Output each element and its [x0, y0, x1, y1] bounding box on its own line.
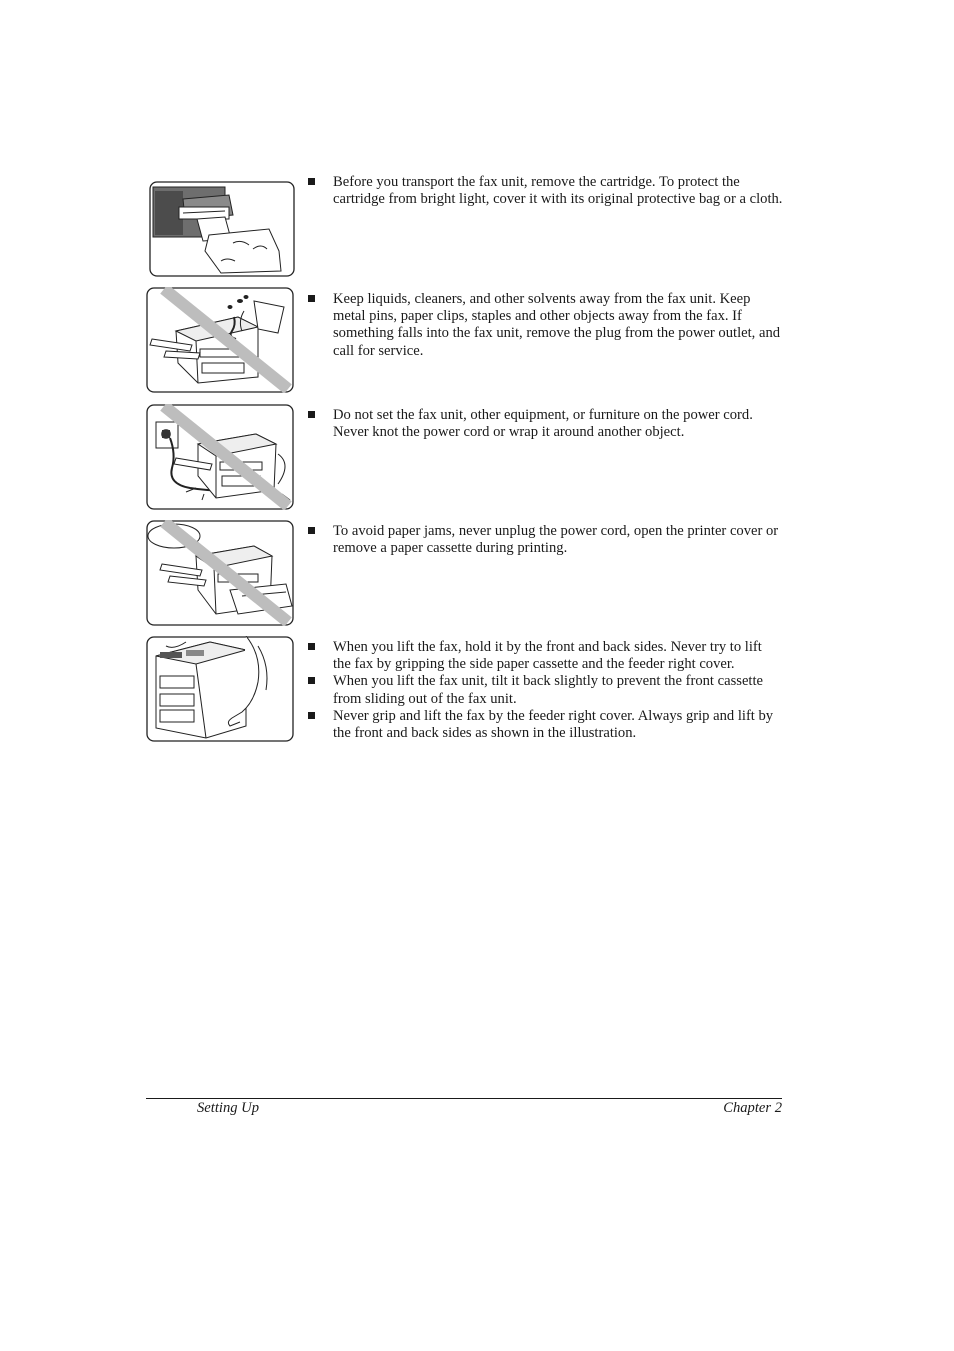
footer-chapter-label: Chapter 2 [723, 1100, 782, 1116]
bullet-text: When you lift the fax unit, tilt it back slightly to prevent the front cassette from sliding out of the fax unit. [333, 673, 764, 707]
bullet-list [308, 174, 783, 208]
bullet-square-icon [308, 178, 315, 185]
list-item [308, 639, 783, 673]
bullet-list [308, 523, 783, 557]
bullet-square-icon [308, 677, 315, 684]
bullet-square-icon [308, 643, 315, 650]
list-item [308, 523, 783, 557]
no-liquids-illustration-icon [146, 287, 296, 393]
bullet-text: Never grip and lift the fax by the feeder right cover. Always grip and lift by the front and back sides as shown in the illustration. [333, 707, 774, 742]
bullet-list [308, 407, 783, 441]
bullet-text: Keep liquids, cleaners, and other solvents away from the fax unit. Keep metal pins, paper clips, staples and other objects away from the fax. If something falls into the fax unit, remove the plug from the power outlet, and call for service. [333, 291, 781, 359]
list-item [308, 708, 783, 742]
list-item [308, 174, 783, 208]
bullet-text: To avoid paper jams, never unplug the power cord, open the printer cover or remove a paper cassette during printing. [333, 523, 779, 557]
bullet-square-icon [308, 411, 315, 418]
bullet-text: Before you transport the fax unit, remove the cartridge. To protect the cartridge from bright light, cover it with its original protective bag or a cloth. [333, 174, 783, 208]
list-item [308, 673, 783, 707]
list-item [308, 291, 783, 360]
footer-section-title: Setting Up [197, 1100, 260, 1116]
lifting-fax-illustration-icon [146, 636, 296, 742]
cartridge-bag-illustration-icon [149, 181, 299, 287]
bullet-list [308, 639, 783, 742]
bullet-text: Do not set the fax unit, other equipment, or furniture on the power cord. Never knot the power cord or wrap it around another object. [333, 407, 753, 441]
footer-divider [146, 1098, 782, 1099]
no-cord-damage-illustration-icon [146, 404, 296, 510]
list-item [308, 407, 783, 441]
bullet-text: When you lift the fax, hold it by the front and back sides. Never try to lift the fax by gripping the side paper cassette and the feeder right cover. [333, 639, 762, 673]
bullet-square-icon [308, 527, 315, 534]
bullet-square-icon [308, 712, 315, 719]
no-unplug-illustration-icon [146, 520, 296, 626]
bullet-list [308, 291, 783, 360]
bullet-square-icon [308, 295, 315, 302]
